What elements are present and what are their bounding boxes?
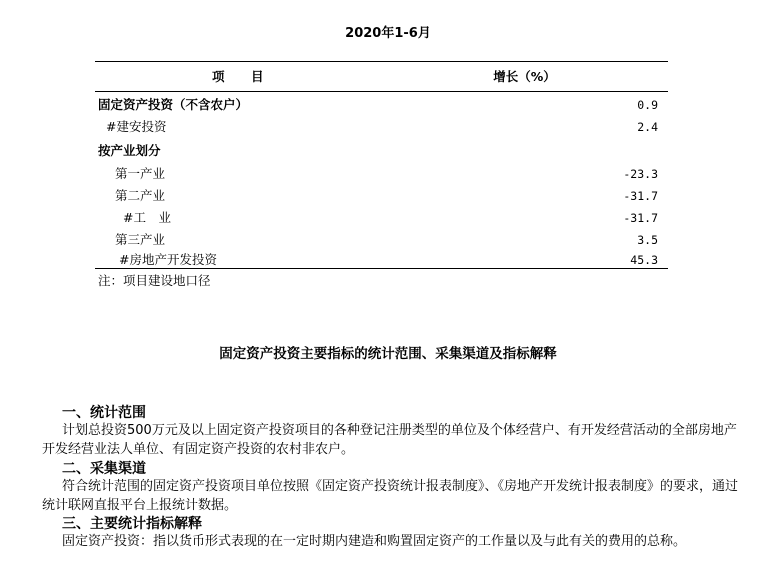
table-row [95,94,668,116]
table-row [95,207,668,229]
table-header-row [95,62,668,91]
row-value: 45.3 [630,253,658,267]
row-value: 3.5 [637,233,658,247]
section-paragraph: 固定资产投资：指以货币形式表现的在一定时期内建造和购置固定资产的工作量以及与此有关的费用的总称。 [62,534,687,549]
table-note: 注：项目建设地口径 [98,273,211,288]
row-label: #工 业 [123,210,171,225]
row-value: -31.7 [623,211,658,225]
section-heading: 三、主要统计指标解释 [62,516,202,532]
row-value: -31.7 [623,189,658,203]
row-label: 按产业划分 [98,143,161,158]
table-row [95,229,668,251]
table-row [95,185,668,207]
table-body [95,92,668,268]
header-growth: 增长（%） [493,69,556,84]
row-label: #房地产开发投资 [119,252,217,267]
table-row [95,249,668,271]
table-row [95,140,668,162]
growth-table [95,61,668,269]
section-title: 固定资产投资主要指标的统计范围、采集渠道及指标解释 [219,346,557,362]
row-label: #建安投资 [106,119,167,134]
row-value: -23.3 [623,167,658,181]
row-label: 第三产业 [115,232,166,247]
section-paragraph: 计划总投资500万元及以上固定资产投资项目的各种登记注册类型的单位及个体经营户、有开发经营活动的全部房地产开发经营业法人单位、有固定资产投资的农村非农户。 [42,423,737,457]
row-value: 0.9 [637,98,658,112]
row-label: 第一产业 [115,166,166,181]
row-label: 第二产业 [115,188,166,203]
report-period: 2020年1-6月 [345,26,431,41]
section-heading: 二、采集渠道 [62,461,146,477]
section-heading: 一、统计范围 [62,405,146,421]
row-value: 2.4 [637,120,658,134]
row-label: 固定资产投资（不含农户） [98,97,249,112]
header-item: 项 目 [211,69,264,84]
table-row [95,116,668,138]
section-paragraph: 符合统计范围的固定资产投资项目单位按照《固定资产投资统计报表制度》、《房地产开发统计报表制度》的要求，通过统计联网直报平台上报统计数据。 [42,479,739,513]
table-row [95,163,668,185]
